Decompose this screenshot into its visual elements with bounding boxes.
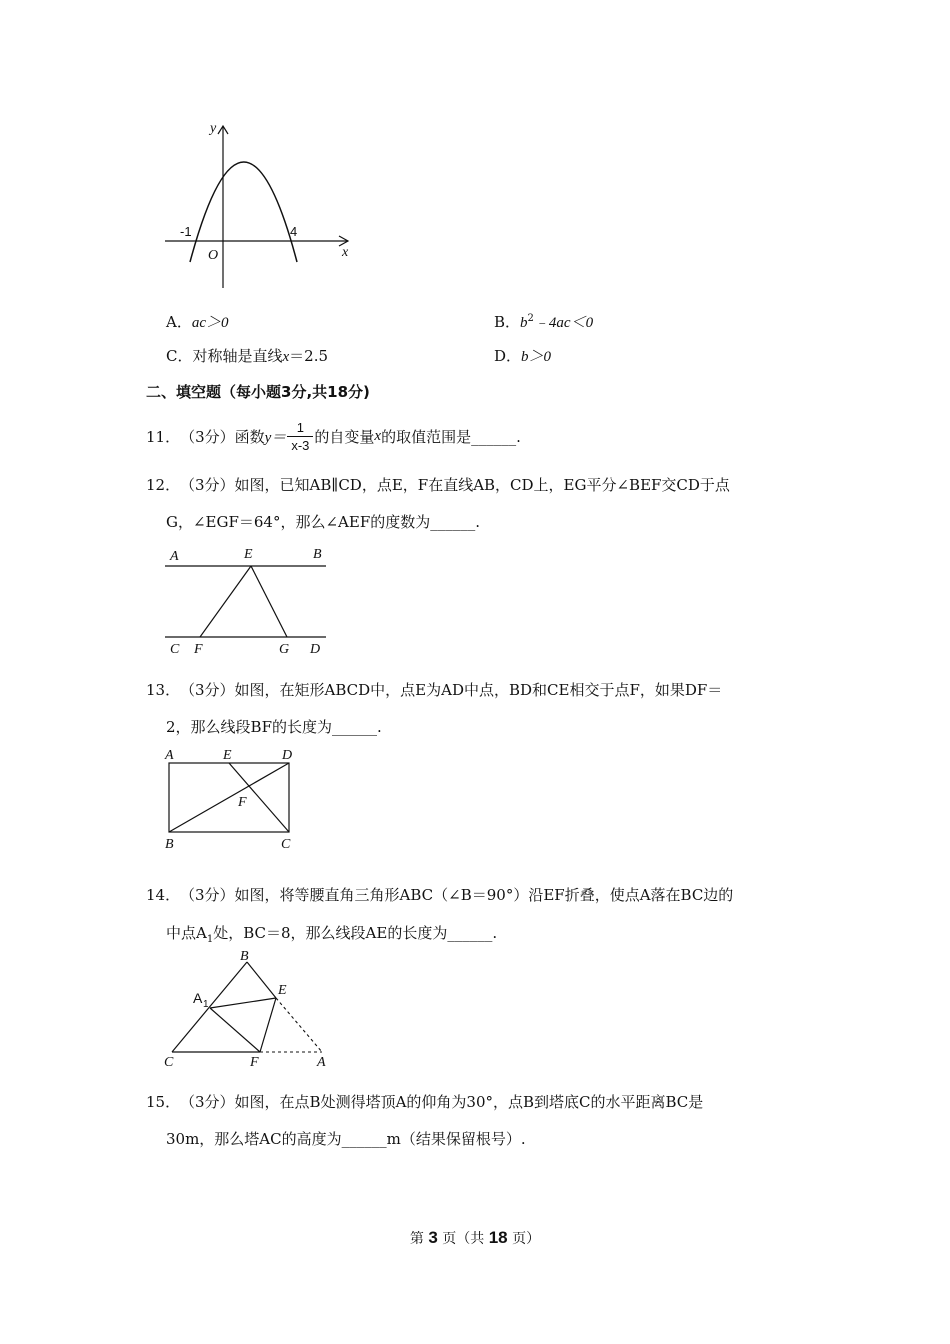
q14-label-f: F	[250, 1055, 259, 1070]
footer-page: 3	[428, 1228, 438, 1247]
y-axis-label: y	[210, 121, 217, 136]
q12-label-a: A	[170, 549, 179, 564]
option-b	[494, 311, 593, 332]
option-a-text: ac＞0	[191, 315, 229, 331]
q12-label-b: B	[313, 547, 322, 562]
q15-line2: 30m，那么塔AC的高度为______m（结果保留根号）.	[166, 1130, 526, 1148]
q11-frac-den: x-3	[291, 437, 310, 453]
q13-label-f: F	[238, 795, 247, 810]
q14-label-c: C	[164, 1055, 174, 1070]
q14-label-a: A	[317, 1055, 326, 1070]
q14-line2-b: 处，BC＝8，那么线段AE的长度为______.	[213, 924, 498, 942]
q12-label-f: F	[194, 642, 203, 657]
q14-figure	[160, 948, 340, 1072]
footer-post: 页）	[512, 1231, 541, 1247]
q11-rest-2: 的取值范围是______.	[381, 427, 521, 446]
q11-y-eq: y＝	[264, 429, 287, 446]
option-b-sup: 2	[527, 313, 534, 324]
option-b-text-2: ﹣4ac＜0	[533, 315, 594, 331]
q12-label-e: E	[244, 547, 253, 562]
footer-pre: 第	[409, 1231, 424, 1247]
q12-label-d: D	[310, 642, 321, 657]
option-a-letter: A．	[166, 313, 192, 331]
q11-var: x	[374, 427, 382, 444]
root-right-label: 4	[290, 224, 298, 239]
q13-label-e: E	[223, 748, 232, 763]
q12-label-c: C	[170, 642, 180, 657]
q13-line2: 2，那么线段BF的长度为______.	[166, 718, 382, 736]
q14-label-b: B	[240, 949, 249, 964]
option-d-letter: D．	[494, 347, 522, 365]
q12-label-g: G	[279, 642, 290, 657]
footer-total: 18	[488, 1228, 508, 1247]
q14-label-a1-sub: 1	[203, 999, 209, 1010]
q13-figure	[160, 742, 305, 854]
x-axis-label: x	[342, 245, 349, 260]
q12-line2: G，∠EGF＝64°，那么∠AEF的度数为______.	[166, 513, 481, 531]
root-left-label: -1	[180, 224, 192, 239]
page-footer	[0, 1228, 950, 1248]
q13-label-b: B	[165, 837, 174, 852]
q13-line1: （3分）如图，在矩形ABCD中，点E为AD中点，BD和CE相交于点F，如果DF＝	[180, 681, 723, 699]
q13-label-a: A	[165, 748, 174, 763]
q14-label-e: E	[278, 983, 287, 998]
option-b-text-1: b	[520, 315, 528, 331]
q13-number: 13．	[146, 681, 181, 699]
q14-line1: （3分）如图，将等腰直角三角形ABC（∠B＝90°）沿EF折叠，使点A落在BC边的	[180, 886, 734, 904]
q12-line1: （3分）如图，已知AB∥CD，点E，F在直线AB，CD上，EG平分∠BEF交CD于点	[180, 476, 730, 494]
section-title: 二、填空题（每小题3分,共18分)	[146, 383, 370, 401]
option-d-text: b＞0	[521, 349, 552, 365]
option-c	[166, 345, 328, 366]
q11-number: 11．	[146, 427, 181, 446]
origin-label: O	[208, 248, 219, 263]
footer-mid: 页（共	[442, 1231, 485, 1247]
q14-line2-sub: 1	[206, 934, 214, 945]
q15-number: 15．	[146, 1093, 181, 1111]
q14-line2-a: 中点A	[166, 924, 207, 942]
option-c-letter: C．	[166, 347, 193, 365]
q11-score: （3分）函数	[180, 427, 265, 446]
q14-line2	[166, 922, 497, 945]
option-d	[494, 345, 551, 366]
q13-label-d: D	[282, 748, 293, 763]
option-c-var: x	[282, 349, 290, 365]
q12-figure	[160, 540, 335, 660]
option-a	[166, 311, 229, 332]
q13-label-c: C	[281, 837, 291, 852]
q12-number: 12．	[146, 476, 181, 494]
q11-fraction	[287, 419, 313, 454]
option-c-text-2: ＝2.5	[289, 347, 329, 365]
q14-number: 14．	[146, 886, 181, 904]
question-11	[146, 414, 521, 458]
q14-label-a1: A	[193, 990, 203, 1006]
q11-rest-1: 的自变量	[314, 427, 375, 446]
option-c-text-1: 对称轴是直线	[192, 347, 283, 365]
q15-line1: （3分）如图，在点B处测得塔顶A的仰角为30°，点B到塔底C的水平距离BC是	[180, 1093, 704, 1111]
option-b-letter: B．	[494, 313, 521, 331]
parabola-figure	[160, 118, 360, 293]
q11-frac-num: 1	[287, 419, 313, 437]
